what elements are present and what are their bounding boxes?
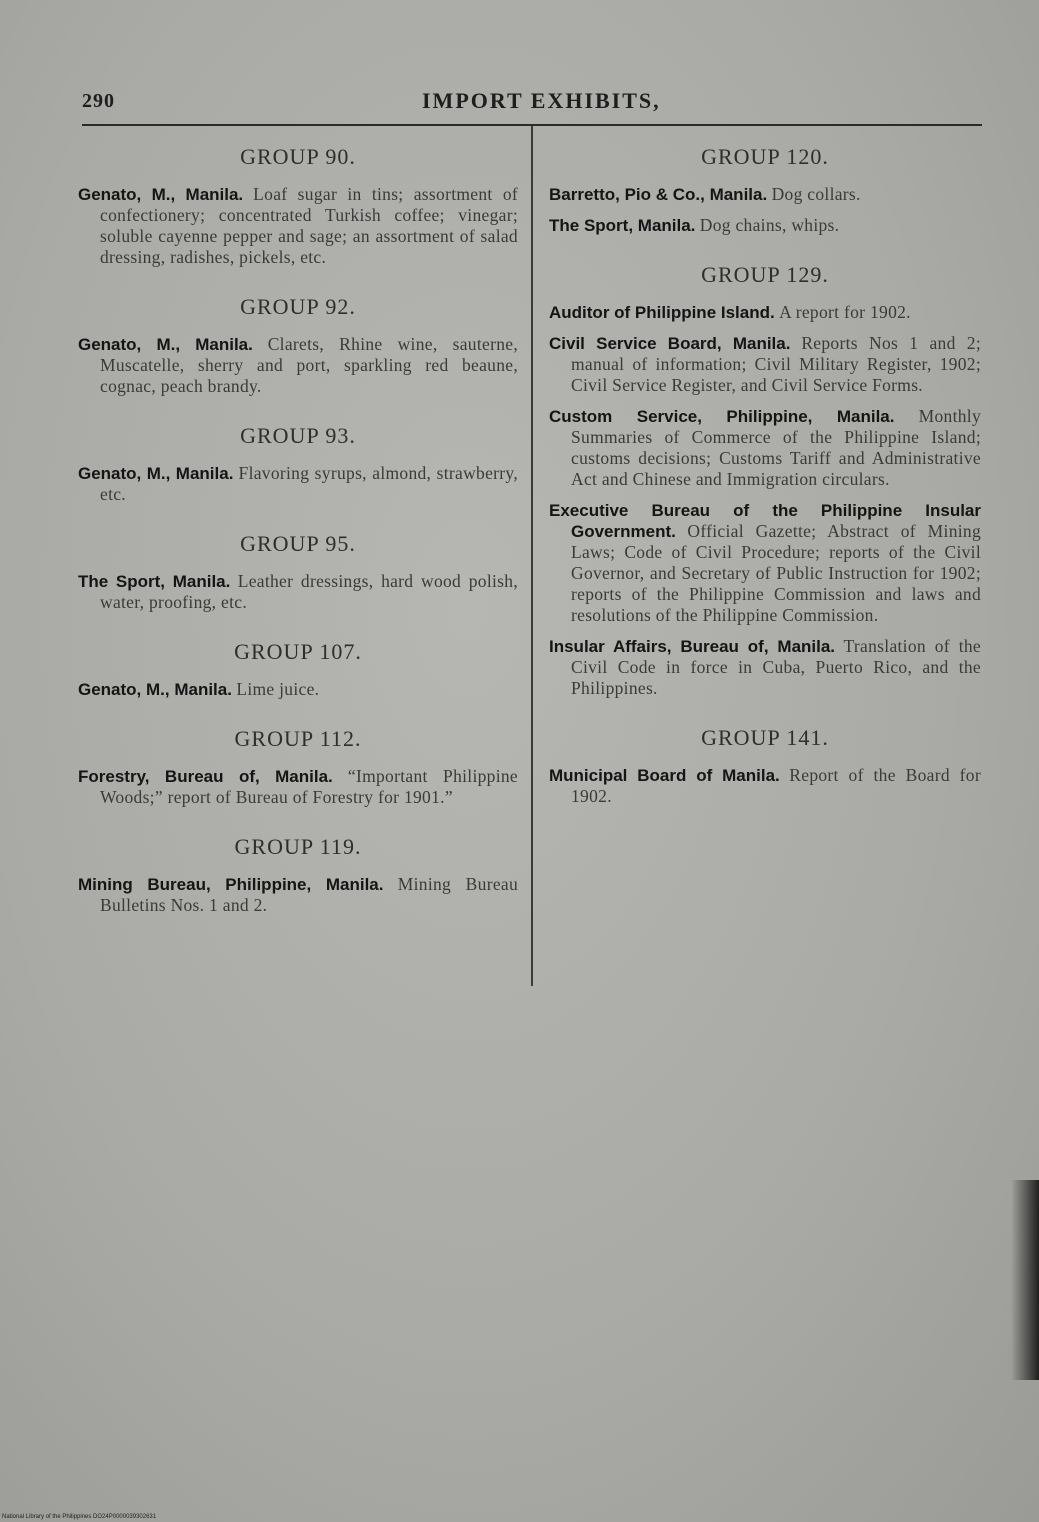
exhibit-items: Flavoring syrups, almond, strawberry, etc. [100,463,518,504]
exhibit-items: Report of the Board for 1902. [571,765,981,806]
exhibit-entry [549,302,981,323]
exhibit-items: Loaf sugar in tins; assortment of confectionery; concentrated Turkish coffee; vinegar; soluble cayenne pepper and sage; an assortment of salad dressing, radishes, pickels, etc. [100,184,519,267]
group-heading: GROUP 107. [234,639,362,664]
exhibitor-name: Custom Service, Philippine, Manila. [549,407,895,426]
group-heading: GROUP 120. [701,144,829,169]
group-heading: GROUP 141. [701,725,829,750]
group-heading: GROUP 112. [234,726,362,751]
exhibitor-name: Mining Bureau, Philippine, Manila. [78,875,384,894]
exhibit-items: Mining Bureau Bulletins Nos. 1 and 2. [100,874,519,915]
group-section [549,140,981,236]
group-heading: GROUP 93. [240,423,356,448]
exhibit-entry [78,766,518,808]
exhibit-entry [549,184,981,205]
exhibitor-name: Genato, M., Manila. [78,335,253,354]
exhibit-entry [78,334,518,397]
exhibitor-name: Auditor of Philippine Island. [549,303,775,322]
exhibitor-name: Genato, M., Manila. [78,464,234,483]
exhibit-entry [549,215,981,236]
group-section [549,721,981,807]
exhibit-items: Official Gazette; Abstract of Mining Laws; Code of Civil Procedure; reports of the Civil Governor, and Secretary of Public Instruction for 1902; reports of the Philippine Commission and laws and resolutions of the Philippine Commission. [571,521,982,625]
exhibit-items: Translation of the Civil Code in force in Cuba, Puerto Rico, and the Philippines. [571,636,981,698]
exhibit-items: Clarets, Rhine wine, sauterne, Muscatelle, sherry and port, sparkling red beaune, cognac, peach brandy. [100,334,518,396]
exhibit-entry [549,406,981,490]
group-heading: GROUP 129. [701,262,829,287]
exhibit-entry [549,636,981,699]
group-heading: GROUP 92. [240,294,356,319]
exhibit-entry [78,571,518,613]
group-section [78,527,518,613]
scan-credit: National Library of the Philippines DO24P0000039302631 [2,1514,157,1520]
exhibitor-name: Forestry, Bureau of, Manila. [78,767,333,786]
exhibit-items: A report for 1902. [779,302,911,322]
exhibitor-name: Barretto, Pio & Co., Manila. [549,185,768,204]
group-section [78,722,518,808]
exhibit-items: Monthly Summaries of Commerce of the Philippine Island; customs decisions; Customs Tariff and Administrative Act and Chinese and Immigration circulars. [571,406,981,489]
exhibit-items: Dog collars. [771,184,861,204]
page-header [82,88,982,126]
exhibit-items: Reports Nos 1 and 2; manual of information; Civil Military Register, 1902; Civil Service Register, and Civil Service Forms. [571,333,982,395]
exhibitor-name: Civil Service Board, Manila. [549,334,791,353]
exhibitor-name: Genato, M., Manila. [78,680,232,699]
group-section [78,290,518,397]
exhibit-entry [78,184,518,268]
exhibitor-name: Genato, M., Manila. [78,185,244,204]
group-heading: GROUP 95. [240,531,356,556]
page-number: 290 [82,90,115,112]
exhibitor-name: Executive Bureau of the Philippine Insular Government. [549,501,981,541]
exhibit-items: Dog chains, whips. [699,215,840,235]
group-section [549,258,981,699]
exhibit-entry [78,874,518,916]
exhibitor-name: Municipal Board of Manila. [549,766,780,785]
exhibit-items: Leather dressings, hard wood polish, water, proofing, etc. [100,571,519,612]
exhibit-entry [78,463,518,505]
column-divider [531,126,533,986]
exhibit-entry [549,765,981,807]
group-heading: GROUP 119. [234,834,362,859]
exhibit-entry [549,500,981,626]
running-title: IMPORT EXHIBITS, [422,88,661,113]
group-section [78,635,518,700]
left-column [78,140,518,926]
exhibitor-name: Insular Affairs, Bureau of, Manila. [549,637,836,656]
exhibit-entry [549,333,981,396]
group-heading: GROUP 90. [240,144,356,169]
exhibitor-name: The Sport, Manila. [549,216,696,235]
scan-edge-shadow [1011,1180,1039,1380]
exhibit-items: Lime juice. [236,679,320,699]
exhibitor-name: The Sport, Manila. [78,572,231,591]
right-column [549,140,981,817]
group-section [78,419,518,505]
group-section [78,140,518,268]
exhibit-items: “Important Philippine Woods;” report of Bureau of Forestry for 1901.” [100,766,518,807]
exhibit-entry [78,679,518,700]
group-section [78,830,518,916]
